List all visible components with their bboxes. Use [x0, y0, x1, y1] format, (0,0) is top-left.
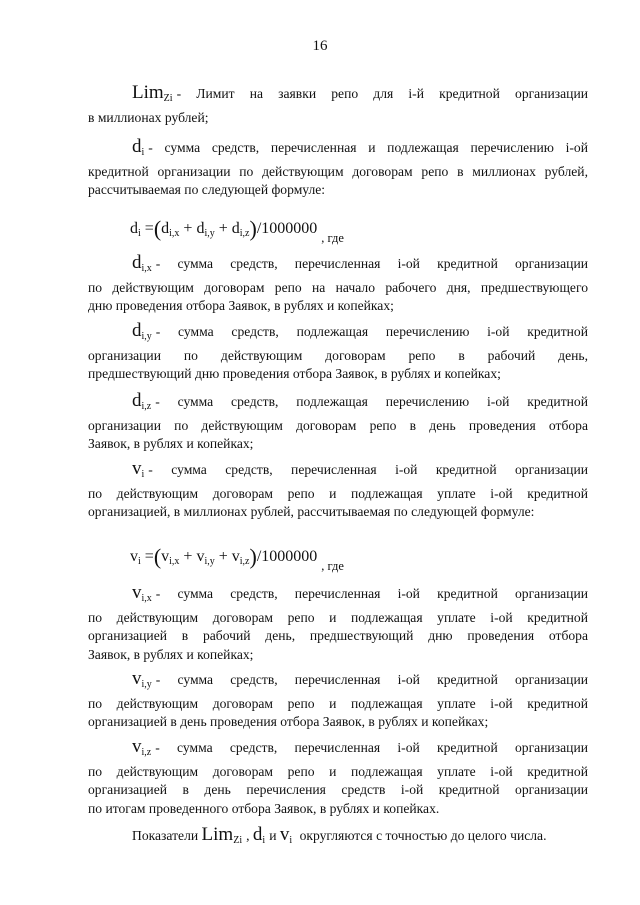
symbol-v: $v_i$: [279, 824, 293, 846]
symbol-v: $v_{i,z}$: [132, 736, 152, 758]
rounding-note: Показатели Lim$_{Zi}$ , $d_i$ и $v_i$ округляются с точностью до целого числа.: [88, 826, 588, 851]
definition-v-iz: $v_{i,z}$ - сумма средств, перечисленная i-ой кредитной организации по действующим договорам репо и подлежащая уплате i-ой кредитной организацией в день перечисления средств i-ой кредитной организации по итогам проведенного отбора Заявок, в рублях и копейках.: [88, 736, 588, 816]
symbol-d: $d_i$: [252, 824, 266, 846]
symbol-v: $v_{i,y}$: [132, 668, 152, 690]
symbol-d: $d_{i,z}$: [132, 390, 152, 412]
symbol-lim: Lim$_{Zi}$: [201, 824, 243, 846]
definition-v-ix: $v_{i,x}$ - сумма средств, перечисленная i-ой кредитной организации по действующим договорам репо и подлежащая уплате i-ой кредитной организацией в рабочий день, предшествующий дню проведения отбора Заявок, в рублях и копейках;: [88, 582, 588, 662]
definition-d-iz: $d_{i,z}$ - сумма средств, подлежащая перечислению i-ой кредитной организации по действующим договорам репо в день проведения отбора Заявок, в рублях и копейках;: [88, 390, 588, 451]
definition-lim-zi: Lim$_{Zi}$ - Лимит на заявки репо для i-й кредитной организации в миллионах рублей;: [88, 82, 588, 125]
symbol-v: $v_i$: [132, 458, 145, 480]
definition-v-iy: $v_{i,y}$ - сумма средств, перечисленная i-ой кредитной организации по действующим договорам репо и подлежащая уплате i-ой кредитной организацией в день проведения отбора Заявок, в рублях и копейках;: [88, 668, 588, 729]
definition-d-ix: $d_{i,x}$ - сумма средств, перечисленная i-ой кредитной организации по действующим договорам репо на начало рабочего дня, предшествующего дню проведения отбора Заявок, в рублях и копейках;: [88, 252, 588, 313]
page-number: 16: [312, 38, 328, 54]
symbol-d: $d_i$: [132, 136, 145, 158]
definition-d-i: $d_i$ - сумма средств, перечисленная и подлежащая перечислению i-ой кредитной организации по действующим договорам репо в миллионах рублей, рассчитываемая по следующей формуле:: [88, 136, 588, 197]
symbol-d: $d_{i,x}$: [132, 252, 152, 274]
symbol-d: $d_{i,y}$: [132, 320, 152, 342]
definition-v-i: $v_i$ - сумма средств, перечисленная i-ой кредитной организации по действующим договорам репо и подлежащая уплате i-ой кредитной организацией, в миллионах рублей, рассчитываемая по следующей формуле:: [88, 458, 588, 519]
formula-v: $v_i =(v_{i,x} + v_{i,y} + v_{i,z})/1000000_{, где}$: [130, 544, 344, 573]
definition-d-iy: $d_{i,y}$ - сумма средств, подлежащая перечислению i-ой кредитной организации по действующим договорам репо в рабочий день, предшествующий дню проведения отбора Заявок, в рублях и копейках;: [88, 320, 588, 381]
symbol-lim: Lim$_{Zi}$: [132, 82, 173, 104]
symbol-v: $v_{i,x}$: [132, 582, 152, 604]
formula-d: $d_i =(d_{i,x} + d_{i,y} + d_{i,z})/1000000_{, где}$: [130, 216, 344, 245]
